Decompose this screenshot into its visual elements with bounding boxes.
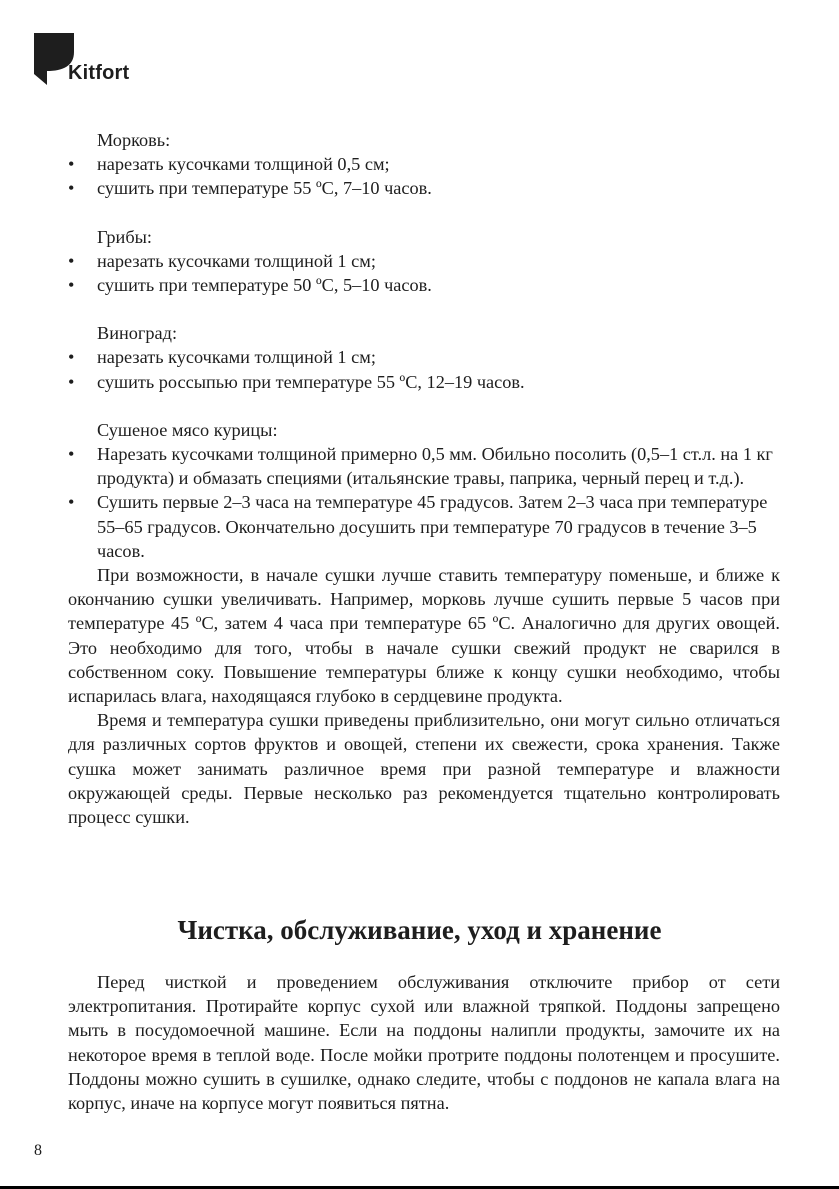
- group-title: Сушеное мясо курицы:: [97, 419, 278, 440]
- list-item-text: нарезать кусочками толщиной 1 см;: [97, 347, 376, 368]
- list-item: [68, 249, 780, 273]
- group-grapes: [68, 321, 780, 394]
- list-item-text: Сушить первые 2–3 часа на температуре 45 градусов. Затем 2–3 часа при температуре 55–65 градусов. Окончательно досушить при температуре 70 градусов в течение 3–5 часов.: [97, 492, 768, 561]
- list-item: [68, 273, 780, 297]
- bullet-dot: •: [68, 492, 75, 513]
- group-carrot: [68, 128, 780, 201]
- bullet-dot: •: [68, 347, 75, 368]
- bullet-list: [68, 345, 780, 393]
- list-item-text: нарезать кусочками толщиной 0,5 см;: [97, 154, 390, 175]
- paragraph: При возможности, в начале сушки лучше ставить температуру поменьше, и ближе к окончанию сушки увеличивать. Например, морковь лучше сушить первые 5 часов при температуре 45 ºС, затем 4 часа при температуре 65 ºС. Аналогично для других овощей. Это необходимо для того, чтобы в начале сушки свежий продукт не сварился в собственном соку. Повышение температуры ближе к концу сушки необходимо, чтобы испарилась влага, находящаяся глубоко в сердцевине продукта.: [68, 565, 780, 707]
- paragraph: Время и температура сушки приведены приблизительно, они могут сильно отличаться для различных сортов фруктов и овощей, степени их свежести, срока хранения. Также сушка может занимать различное время при разной температуре и влажности окружающей среды. Первые несколько раз рекомендуется тщательно контролировать процесс сушки.: [68, 710, 780, 828]
- page-number: 8: [34, 1142, 42, 1159]
- list-item-text: сушить при температуре 50 ºС, 5–10 часов.: [97, 275, 432, 296]
- list-item: [68, 490, 780, 563]
- group-title: Грибы:: [97, 226, 153, 247]
- bullet-dot: •: [68, 371, 75, 392]
- list-item: [68, 370, 780, 394]
- bullet-list: [68, 442, 780, 563]
- section-body: [68, 970, 780, 1115]
- section-heading: Чистка, обслуживание, уход и хранение: [177, 915, 662, 945]
- list-item: [68, 176, 780, 200]
- list-item-text: сушить россыпью при температуре 55 ºС, 12–19 часов.: [97, 371, 525, 392]
- bullet-dot: •: [68, 154, 75, 175]
- group-title: Виноград:: [97, 323, 178, 344]
- bullet-list: [68, 152, 780, 200]
- list-item-text: нарезать кусочками толщиной 1 см;: [97, 250, 376, 271]
- brand-name: Kitfort: [68, 62, 130, 84]
- bullet-dot: •: [68, 250, 75, 271]
- group-title: Морковь:: [97, 130, 171, 150]
- bullet-dot: •: [68, 444, 75, 465]
- bullet-list: [68, 249, 780, 297]
- bullet-dot: •: [68, 178, 75, 199]
- group-chicken: [68, 418, 780, 563]
- drying-instructions: [68, 128, 780, 829]
- paragraph: Перед чисткой и проведением обслуживания отключите прибор от сети электропитания. Протирайте корпус сухой или влажной тряпкой. Поддоны запрещено мыть в посудомоечной машине. Если на поддоны налипли продукты, замочите их на некоторое время в теплой воде. После мойки протрите поддоны полотенцем и просушите. Поддоны можно сушить в сушилке, однако следите, чтобы с поддонов не капала влага на корпус, иначе на корпусе могут появиться пятна.: [68, 972, 780, 1114]
- list-item-text: Нарезать кусочками толщиной примерно 0,5 мм. Обильно посолить (0,5–1 ст.л. на 1 кг продукта) и обмазать специями (итальянские травы, паприка, черный перец и т.д.).: [97, 444, 773, 489]
- list-item: [68, 152, 780, 176]
- group-mushrooms: [68, 225, 780, 298]
- list-item: [68, 345, 780, 369]
- list-item: [68, 442, 780, 490]
- list-item-text: сушить при температуре 55 ºС, 7–10 часов.: [97, 178, 432, 199]
- bullet-dot: •: [68, 275, 75, 296]
- brand-logo: [34, 33, 154, 85]
